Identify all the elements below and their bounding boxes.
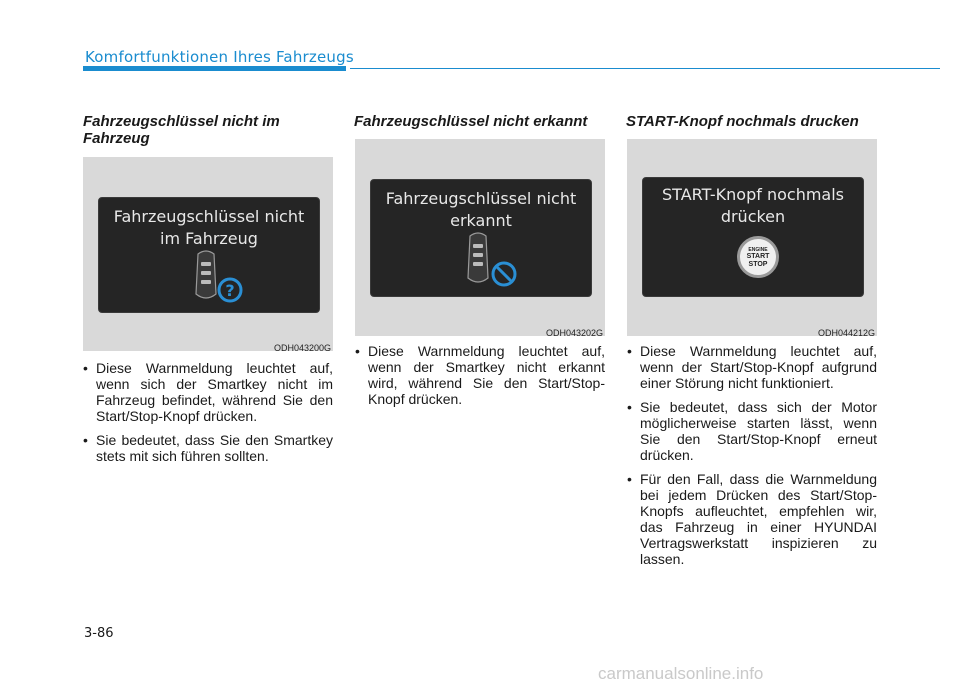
list-item: • Sie bedeutet, dass sich der Motor möglicherweise starten lässt, wenn Sie den Start/Stop-Knopf erneut drücken. — [627, 399, 877, 463]
bullet-list — [83, 360, 333, 472]
watermark: carmanualsonline.info — [598, 664, 764, 683]
key-fob-question-icon — [184, 248, 264, 308]
screen-message: Fahrzeugschlüssel nicht im Fahrzeug — [113, 207, 305, 248]
svg-text:?: ? — [225, 281, 235, 300]
button-label-stop: STOP — [748, 261, 768, 268]
list-item: • Sie bedeutet, dass Sie den Smartkey stets mit sich führen sollten. — [83, 432, 333, 464]
header-rule — [350, 68, 940, 69]
figure-code: ODH044212G — [817, 328, 875, 338]
header-accent-bar — [83, 66, 346, 71]
page-number: 3-86 — [84, 626, 114, 641]
figure-key-not-in-vehicle — [83, 157, 333, 351]
cluster-display-screen — [370, 179, 592, 297]
figure-press-start-again — [627, 139, 877, 336]
column-heading: START-Knopf nochmals drucken — [626, 113, 859, 130]
key-fob-prohibited-icon — [456, 230, 536, 294]
figure-code: ODH043200G — [273, 343, 331, 353]
cluster-display-screen — [642, 177, 864, 297]
button-label-start: START — [746, 253, 770, 260]
bullet-list — [627, 343, 877, 575]
figure-key-not-detected — [355, 139, 605, 336]
column-heading: Fahrzeugschlüssel nicht im Fahrzeug — [83, 113, 280, 147]
list-item: • Diese Warnmeldung leuchtet auf, wenn sich der Smartkey nicht im Fahrzeug befindet, während Sie den Start/Stop-Knopf drücken. — [83, 360, 333, 424]
list-item: • Diese Warnmeldung leuchtet auf, wenn der Smartkey nicht erkannt wird, während Sie den Start/Stop-Knopf drücken. — [355, 343, 605, 407]
list-item: • Diese Warnmeldung leuchtet auf, wenn der Start/Stop-Knopf aufgrund einer Störung nicht funktioniert. — [627, 343, 877, 391]
screen-message: START-Knopf nochmals drücken — [662, 185, 844, 226]
list-item: • Für den Fall, dass die Warnmeldung bei jedem Drücken des Start/Stop-Knopfs aufleuchtet, empfehlen wir, das Fahrzeug in einer HYUNDAI Vertragswerkstatt inspizieren zu lassen. — [627, 471, 877, 567]
column-heading: Fahrzeugschlüssel nicht erkannt — [354, 113, 588, 130]
cluster-display-screen — [98, 197, 320, 313]
column-key-not-in-vehicle — [83, 113, 335, 147]
column-press-start-again — [626, 113, 878, 130]
bullet-list — [355, 343, 605, 415]
figure-code: ODH043202G — [545, 328, 603, 338]
button-label-engine: ENGINE — [748, 247, 768, 253]
engine-start-stop-button-icon — [737, 236, 779, 278]
section-title: Komfortfunktionen Ihres Fahrzeugs — [85, 48, 354, 66]
screen-message: Fahrzeugschlüssel nicht erkannt — [385, 189, 577, 230]
column-key-not-detected — [354, 113, 606, 130]
